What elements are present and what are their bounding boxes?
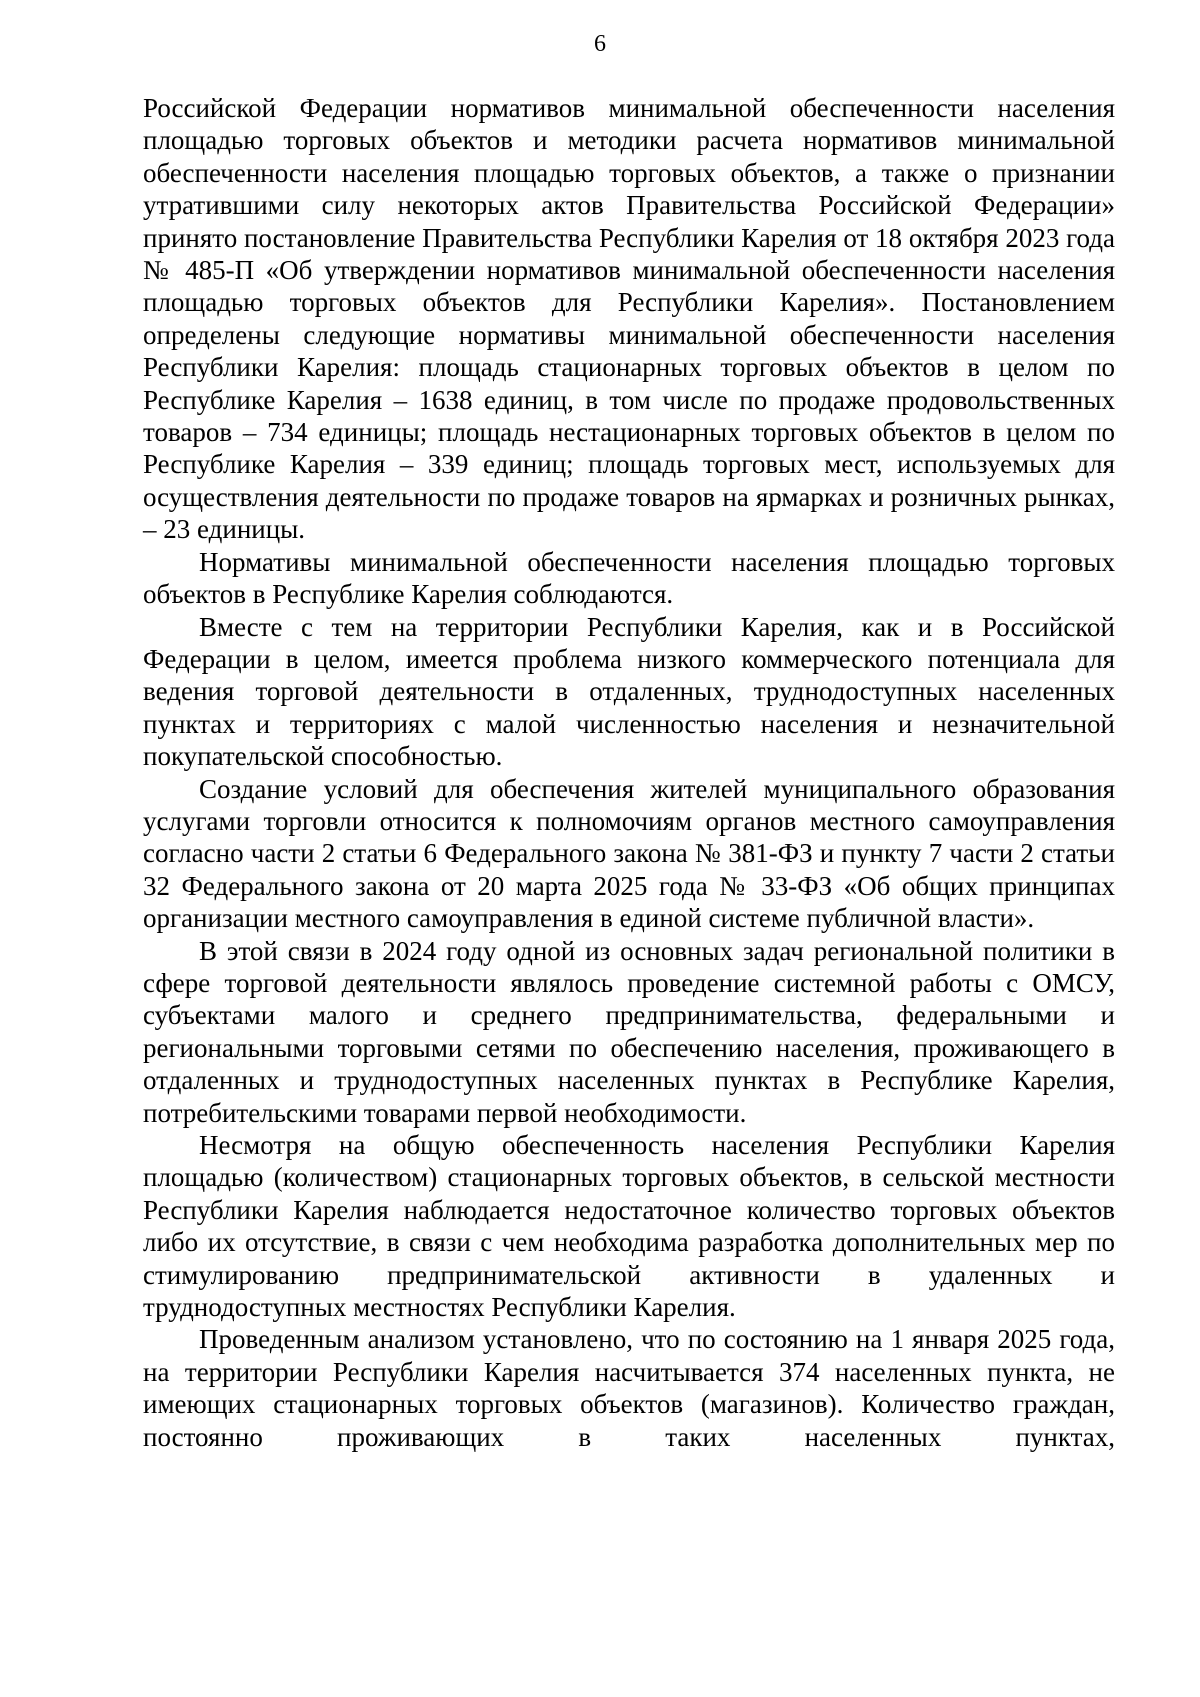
page-number: 6	[594, 31, 606, 57]
paragraph: Вместе с тем на территории Республики Карелия, как и в Российской Федерации в целом, имеется проблема низкого коммерческого потенциала для ведения торговой деятельности в отдаленных, труднодоступных населенных пунктах и территориях с малой численностью населения и незначительной покупательской способностью.	[143, 611, 1115, 772]
paragraph: Создание условий для обеспечения жителей муниципального образования услугами торговли относится к полномочиям органов местного самоуправления согласно части 2 статьи 6 Федерального закона № 381-ФЗ и пункту 7 части 2 статьи 32 Федерального закона от 20 марта 2025 года № 33-ФЗ «Об общих принципах организации местного самоуправления в единой системе публичной власти».	[143, 773, 1115, 934]
paragraph: В этой связи в 2024 году одной из основных задач региональной политики в сфере торговой деятельности являлось проведение системной работы с ОМСУ, субъектами малого и среднего предпринимательства, федеральными и региональными торговыми сетями по обеспечению населения, проживающего в отдаленных и труднодоступных населенных пунктах в Республике Карелия, потребительскими товарами первой необходимости.	[143, 935, 1115, 1128]
paragraph: Несмотря на общую обеспеченность населения Республики Карелия площадью (количеством) стационарных торговых объектов, в сельской местности Республики Карелия наблюдается недостаточное количество торговых объектов либо их отсутствие, в связи с чем необходима разработка дополнительных мер по стимулированию предпринимательской активности в удаленных и труднодоступных местностях Республики Карелия.	[143, 1130, 1115, 1323]
paragraph-continuation: Российской Федерации нормативов минимальной обеспеченности населения площадью торговых объектов и методики расчета нормативов минимальной обеспеченности населения площадью торговых объектов, а также о признании утратившими силу некоторых актов Правительства Российской Федерации» принято постановление Правительства Республики Карелия от 18 октября 2023 года № 485-П «Об утверждении нормативов минимальной обеспеченности населения площадью торговых объектов для Республики Карелия». Постановлением определены следующие нормативы минимальной обеспеченности населения Республики Карелия: площадь стационарных торговых объектов в целом по Республике Карелия – 1638 единиц, в том числе по продаже продовольственных товаров – 734 единицы; площадь нестационарных торговых объектов в целом по Республике Карелия – 339 единиц; площадь торговых мест, используемых для осуществления деятельности по продаже товаров на ярмарках и розничных рынках, – 23 единицы.	[143, 93, 1115, 545]
paragraph: Нормативы минимальной обеспеченности населения площадью торговых объектов в Республике Карелия соблюдаются.	[143, 546, 1115, 610]
paragraph-continues-next-page: Проведенным анализом установлено, что по состоянию на 1 января 2025 года, на территории Республики Карелия насчитывается 374 населенных пункта, не имеющих стационарных торговых объектов (магазинов). Количество граждан, постоянно проживающих в таких населенных пунктах,	[143, 1324, 1115, 1452]
document-body	[143, 92, 1115, 1453]
